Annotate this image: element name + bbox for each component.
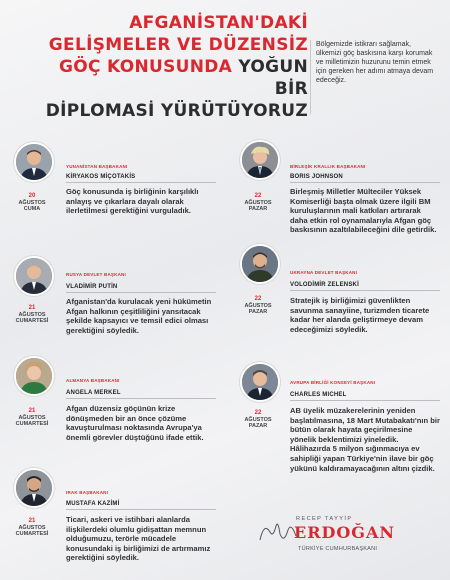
role-label: BİRLEŞİK KRALLIK BAŞBAKANI [290,164,366,169]
date-day: 21 [28,408,36,414]
date-kazimi [8,518,56,538]
date-weekday: PAZAR [248,309,268,315]
headline-line-1: AFGANİSTAN'DAKİ [129,13,308,33]
signature-office: TÜRKİYE CUMHURBAŞKANI [298,546,378,552]
person-name: VLADİMİR PUTİN [66,284,118,290]
person-name: MUSTAFA KAZİMİ [66,501,120,507]
date-month: AĞUSTOS [18,524,46,531]
date-merkel [8,408,56,428]
statement-text: AB üyelik müzakerelerinin yeniden başlatılmasına, 18 Mart Mutabakatı'nın bir bütün olarak hayata geçirilmesine yönelik beklentimizi yineledik. Hâlihazırda 5 milyon sığınmacıya ev sahipliği yapan Türkiye'nin ilave bir göç yükünü kaldıramayacağının altını çizdik. [290,406,440,473]
date-weekday: CUMARTESİ [15,531,49,537]
signature-scribble [258,518,298,548]
divider [290,290,440,291]
portrait-johnson [240,140,280,180]
role-label: RUSYA DEVLET BAŞKANI [66,272,126,277]
date-month: AĞUSTOS [18,311,46,318]
divider [66,398,216,399]
signature-first-name: RECEP TAYYİP [296,516,353,522]
portrait-mitsotakis [14,142,54,182]
date-month: AĞUSTOS [18,414,46,421]
divider [66,182,216,183]
headline-line-2: GELİŞMELER VE DÜZENSİZ [48,35,308,55]
role-label: UKRAYNA DEVLET BAŞKANI [290,270,358,275]
date-day: 22 [254,296,262,302]
divider [66,509,216,510]
intro-text: Bölgemizde istikrarı sağlamak, ülkemizi göç baskısına karşı korumak ve milletimizin huzurunu temin etmek için gereken her adımı atmaya devam edeceğiz. [316,41,434,84]
date-weekday: CUMARTESİ [15,318,49,324]
role-label: ALMANYA BAŞBAKANI [66,378,120,383]
date-month: AĞUSTOS [244,416,272,423]
headline-line-3-dark: YOĞUN BİR [232,57,308,99]
role-label: IRAK BAŞBAKANI [66,490,109,495]
date-day: 20 [28,193,36,199]
person-name: CHARLES MICHEL [290,392,347,398]
person-name: VOLODİMİR ZELENSKİ [290,282,359,288]
date-day: 21 [28,518,36,524]
date-month: AĞUSTOS [244,302,272,309]
date-zelenski [234,296,282,316]
portrait-merkel [14,356,54,396]
statement-text: Afgan düzensiz göçünün krize dönüşmeden bir an önce çözüme kavuşturulması noktasında Avrupa'ya önemli görevler düştüğünü ifade ettik. [66,404,204,442]
date-weekday: PAZAR [248,423,268,429]
date-month: AĞUSTOS [244,199,272,206]
divider [290,400,440,401]
divider [290,182,440,183]
role-label: AVRUPA BİRLİĞİ KONSEYİ BAŞKANI [290,380,376,385]
person-name: KİRYAKOS MİÇOTAKİS [66,174,136,180]
statement-text: Stratejik iş birliğimizi güvenlikten savunma sanayiine, turizmden ticarete kadar her alanda geliştirmeye devam edeceğimizi söyledik. [290,296,430,334]
person-name: BORIS JOHNSON [290,174,343,180]
portrait-zelenski [240,244,280,284]
role-label: YUNANİSTAN BAŞBAKANI [66,164,128,169]
statement-text: Afganistan'da kurulacak yeni hükümetin Afgan halkının çeşitliliğini yansıtacak şekilde kapsayıcı ve temsil edici olması gerektiğini söyledik. [66,297,212,335]
date-day: 22 [254,410,262,416]
statement-text: Birleşmiş Milletler Mülteciler Yüksek Komiserliği başta olmak üzere ilgili BM kuruluşlarının mali katkıları artırarak daha etkin rol oynamalarıyla Afgan göç baskısının azaltılabileceğini dile getirdik. [290,187,437,235]
signature-surname: ERDOĞAN [294,523,396,542]
date-weekday: CUMARTESİ [15,421,49,427]
date-day: 21 [28,305,36,311]
signature-block [258,512,438,562]
statement-text: Ticari, askeri ve istihbari alanlarda ilişkilerdeki olumlu gidişattan memnun olduğumuzu, terörle mücadele konusundaki iş birliğimizi de artırmamız gerektiğini söyledik. [66,515,211,563]
headline-line-4: DİPLOMASİ YÜRÜTÜYORUZ [45,101,308,121]
date-day: 22 [254,193,262,199]
statement-text: Göç konusunda iş birliğinin karşılıklı anlayış ve çıkarlara dayalı olarak ilerletilmesi gerektiğini vurguladık. [66,187,199,216]
portrait-putin [14,256,54,296]
date-month: AĞUSTOS [18,199,46,206]
intro-divider [310,40,311,114]
date-weekday: PAZAR [248,206,268,212]
date-johnson [234,193,282,213]
date-michel [234,410,282,430]
date-mitsotakis [8,193,56,213]
divider [66,292,216,293]
portrait-kazimi [14,468,54,508]
person-name: ANGELA MERKEL [66,390,121,396]
date-putin [8,305,56,325]
date-weekday: CUMA [23,206,41,212]
headline-line-3-red: GÖÇ KONUSUNDA [58,57,233,77]
portrait-michel [240,362,280,402]
headline [40,12,308,122]
